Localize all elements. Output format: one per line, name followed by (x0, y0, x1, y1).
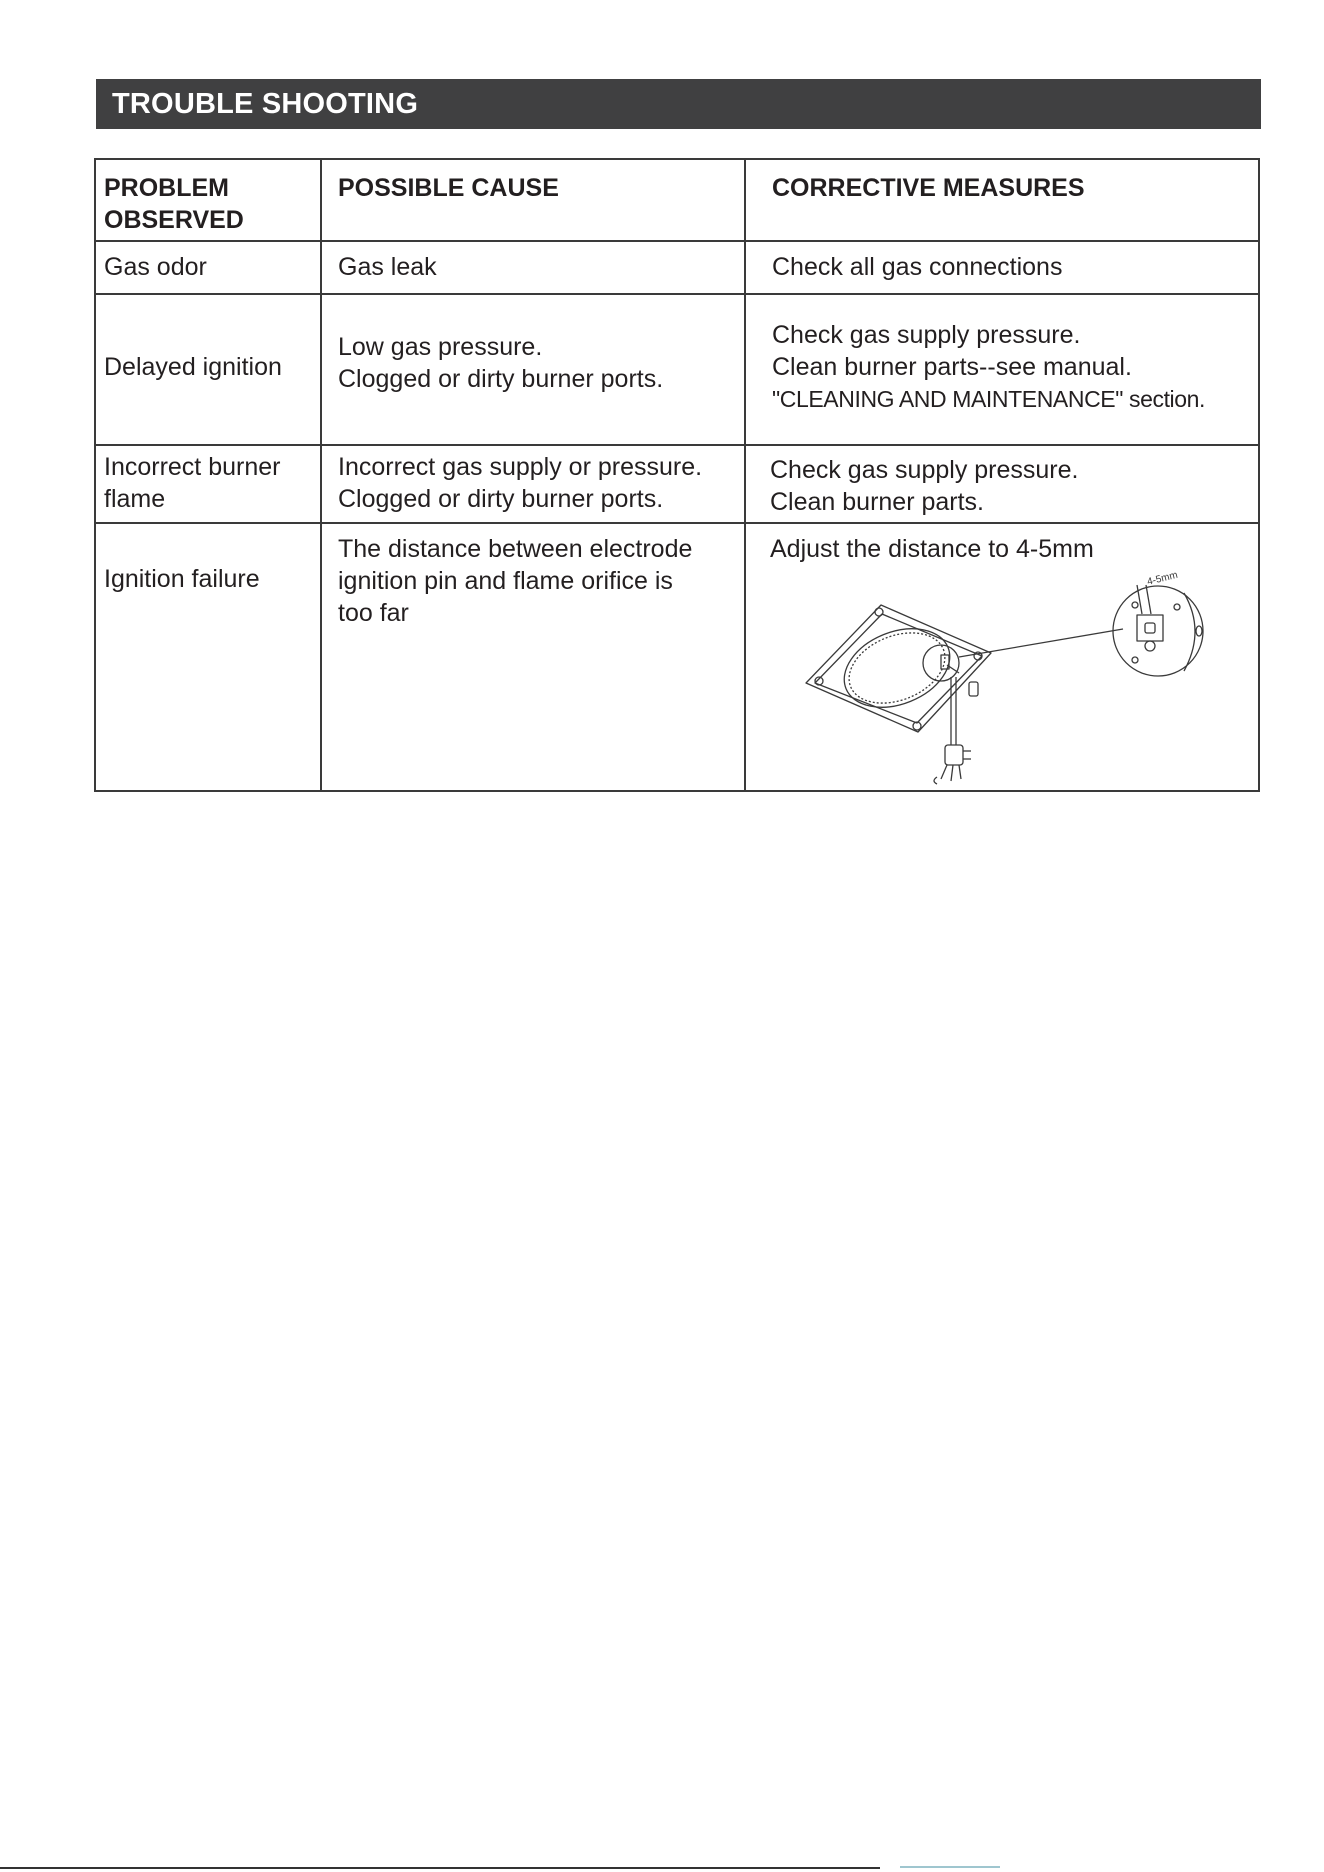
cell-text: ignition pin and flame orifice is (338, 567, 673, 595)
cell-text: Clean burner parts--see manual. (772, 353, 1132, 381)
cell-text: Check all gas connections (772, 253, 1063, 281)
troubleshooting-table (94, 158, 1260, 792)
cell-text: Clogged or dirty burner ports. (338, 485, 664, 513)
row-divider (96, 240, 1258, 242)
row-3-problem (104, 451, 280, 515)
row-4-measures (770, 533, 1094, 565)
row-3-cause (338, 451, 702, 515)
cell-text: Clogged or dirty burner ports. (338, 365, 664, 393)
header-possible-cause: POSSIBLE CAUSE (338, 174, 559, 202)
footer-accent (900, 1866, 1000, 1868)
cell-text: Adjust the distance to 4-5mm (770, 535, 1094, 563)
cell-text: Check gas supply pressure. (772, 321, 1081, 349)
cell-text: Ignition failure (104, 565, 260, 593)
header-problem-observed (104, 172, 244, 236)
cell-text: The distance between electrode (338, 535, 693, 563)
burner-plate-icon (806, 605, 991, 784)
cell-text: Low gas pressure. (338, 333, 543, 361)
cell-text: Delayed ignition (104, 353, 282, 381)
row-divider (96, 522, 1258, 524)
row-divider (96, 293, 1258, 295)
cell-text: Incorrect gas supply or pressure. (338, 453, 703, 481)
header-corrective-measures: CORRECTIVE MEASURES (772, 174, 1085, 202)
section-title: TROUBLE SHOOTING (96, 79, 1261, 129)
cell-text: Gas odor (104, 253, 207, 281)
row-2-cause (338, 331, 663, 395)
cell-text: Check gas supply pressure. (770, 456, 1079, 484)
leader-line (959, 629, 1123, 657)
column-divider (744, 160, 746, 790)
header-text: PROBLEM (104, 174, 229, 202)
column-divider (320, 160, 322, 790)
footer-rule (0, 1867, 880, 1869)
row-4-problem (104, 563, 260, 595)
row-1-cause (338, 251, 437, 283)
row-divider (96, 444, 1258, 446)
row-2-measures (772, 319, 1205, 415)
row-3-measures (770, 454, 1078, 518)
row-1-measures (772, 251, 1062, 283)
row-4-cause (338, 533, 692, 629)
cell-text: "CLEANING AND MAINTENANCE" section. (772, 386, 1206, 412)
cell-text: Gas leak (338, 253, 437, 281)
cell-text: too far (338, 599, 409, 627)
electrode-detail-icon (1113, 585, 1203, 676)
cell-text: Clean burner parts. (770, 488, 985, 516)
burner-electrode-diagram (801, 565, 1241, 785)
header-text: OBSERVED (104, 206, 244, 234)
row-2-problem (104, 351, 282, 383)
distance-label: 4-5mm (1146, 569, 1179, 588)
cell-text: Incorrect burner (104, 453, 281, 481)
cell-text: flame (104, 485, 166, 513)
row-1-problem (104, 251, 207, 283)
